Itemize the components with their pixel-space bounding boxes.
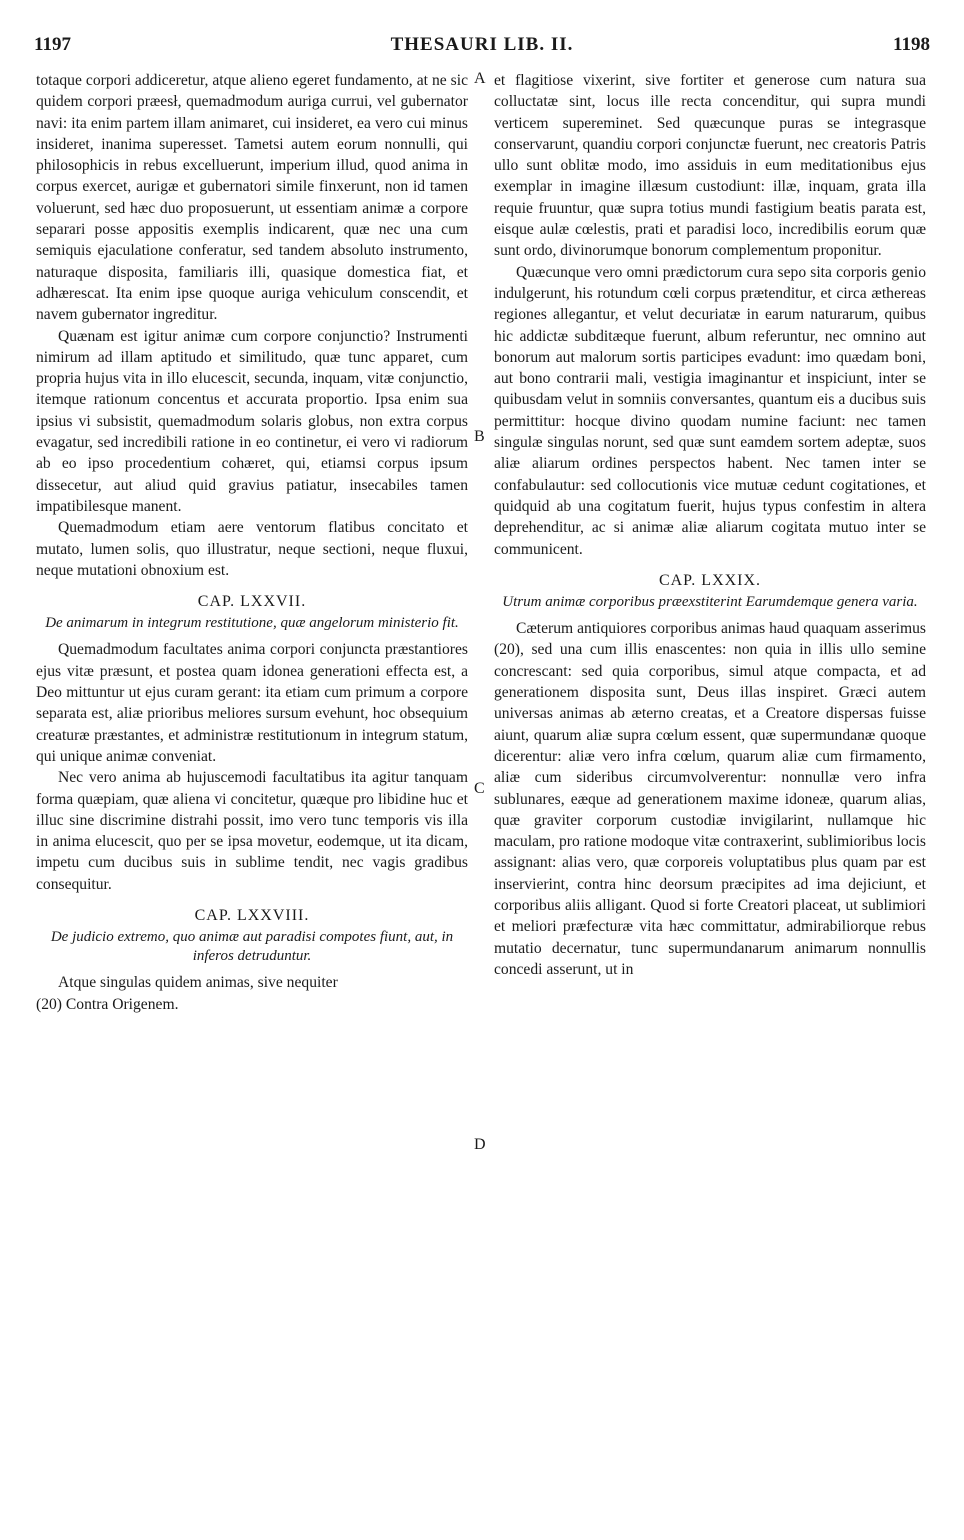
margin-marker-d: D: [474, 1136, 486, 1153]
chapter-title: De judicio extremo, quo animæ aut paradisi compotes fiunt, aut, in inferos detruduntur.: [50, 929, 454, 965]
chapter-title: Utrum animæ corporibus præexstiterint Earumdemque genera varia.: [502, 594, 918, 611]
running-title: THESAURI LIB. II.: [390, 34, 574, 55]
chapter-title: De animarum in integrum restitutione, quæ angelorum ministerio fit.: [45, 615, 459, 632]
chapter-heading: CAP. LXXVII.: [197, 593, 307, 611]
paragraph: Quænam est igitur animæ cum corpore conjunctio? Instrumenti nimirum ad illam aptitudo et similitudo, quæ tunc apparet, cum propria hujus vita in illo elucescit, secunda, inquam, vitæ conjunctio, itemque rationum concentus et accurata proportio. Ipsa enim sua ipsius vi subsistit, quemadmodum solaris globus, non extra corpus evagatur, sed incredibili ratione in eo continetur, ei vero vi radiorum ab eo ipso procedentium cohæret, qui, etiamsi corpus ipsum dissecetur, aut aliud quid gravius patiatur, insecabiles tamen impatibilesque manent.: [36, 327, 468, 515]
right-column: [494, 70, 926, 980]
footnote: (20) Contra Origenem.: [36, 995, 179, 1013]
page-number-right: 1198: [893, 34, 930, 55]
chapter-heading: CAP. LXXVIII.: [194, 906, 310, 924]
page-number-left: 1197: [34, 34, 71, 55]
chapter-heading: CAP. LXXIX.: [658, 571, 762, 589]
margin-marker-a: A: [474, 70, 486, 87]
paragraph: et flagitiose vixerint, sive fortiter et generose cum natura sua colluctatæ sint, locus ille recta concenditur, qui supra mundi verticem supereminet. Sed quæcunque puras se integrasque conservarunt, quandiu corpori conjunctæ fuerunt, nec creatoris Patris ullo sunt oblitæ modo, imo assiduis in eum meditationibus ejus exemplar in imagine illæsum custodiunt: illæ, inquam, grata illa requie fruuntur, quæ supra totius mundi fastigium beatis parata est, eisque aulæ cœlestis, prati et paradisi loco, incredibilis eorum quæ sunt ordo, divinorumque bonorum complementum proponitur.: [494, 72, 926, 260]
margin-marker-b: B: [474, 428, 485, 445]
paragraph: Quemadmodum facultates anima corpori conjuncta præstantiores ejus vitæ præsunt, et postea quam idonea generationi effecta est, a Deo mittuntur ut ejus curam gerant: ita etiam cum primum a corpore separata est, aliæ prioribus meliores sursum evehunt, hoc obsequium creaturæ præstantes, et administræ restitutionum in integrum statum, qui unique animæ conveniat.: [36, 641, 468, 765]
paragraph: Quemadmodum etiam aere ventorum flatibus concitato et mutato, lumen solis, quo illustratur, neque sectioni, neque fluxui, neque mutationi obnoxium est.: [36, 519, 468, 579]
left-column: [36, 70, 468, 1015]
running-header: [34, 34, 930, 60]
margin-marker-c: C: [474, 780, 485, 797]
paragraph: totaque corpori addiceretur, atque alieno egeret fundamento, at ne sic quidem corpori præesł, quemadmodum auriga currui, vel gubernator navi: ita enim partem illam animaret, cui insideret, ea vero cui minus insideret, inanima superesset. Tametsi autem eorum nonnulli, qui philosophicis in rebus excelluerunt, imperium illud, quod anima in corpus exercet, aurigæ et gubernatori simile finxerunt, non id tamen voluerunt, sed hæc duo proposuerunt, ut essentiam animæ a corpore separari posse appositis exemplis indicarent, quæ nec una cum semiquis ejaculatione conferatur, sed tandem absoluto instrumento, naturaque disposita, familiaris illi, quasique domestica fiat, et adhærescat. Ita enim ipse quoque auriga vehiculum conscendit, et navem gubernator ingreditur.: [36, 72, 468, 324]
paragraph: Cæterum antiquiores corporibus animas haud quaquam asserimus (20), sed una cum illis enascentes: non quia in illis ullo semine concrescant: sed quia corporibus, simul atque compacta, et ad generationem disposita sunt, Deus illas inspiret. Græci autem universas animas ab æterno creatas, et a Creatore dispersas fuisse aiunt, quarum aliæ supra cœlum essent, quæ supermundanæ quoque dicerentur: aliæ vero infra cœlum, quarum aliæ cum firmamento, aliæ cum sideribus circumvolverentur: nonnullæ vero infra sublunares, eæque ad generationem maxime idoneæ, quarum alias, quæ graviter corporum custodiæ invigilarint, nullamque hic maculam, pro ratione modoque vitæ contraxerint, sublimioribus locis assignant: alias vero, quæ corporeis voluptatibus plus quam par est inservierint, contra hinc deorsum præcipites ad ima dejiciunt, et corporibus aliis alligant. Quod si forte Creatori placeat, ut sublimiori et meliori præfecturæ vita hæc committatur, admirabiliorque rebus mutatio decernatur, tunc supermundanarum animarum nonnullis concedi asserunt, ut in: [494, 620, 926, 978]
paragraph: Nec vero anima ab hujuscemodi facultatibus ita agitur tanquam forma quæpiam, quæ aliena vi concitetur, quæque pro libidine huc et illuc sine discrimine distrahi possit, imo vero tunc temporis vis illa in anima elucescit, quo per se ipsa movetur, eodemque, ut ita dicam, impetu cum ducibus suis in sublime tendit, nec vagis gradibus consequitur.: [36, 769, 468, 893]
paragraph: Atque singulas quidem animas, sive nequiter: [58, 974, 338, 992]
paragraph: Quæcunque vero omni prædictorum cura sepo sita corporis genio indulgerunt, his rotundum cœli corpus prætenditur, et circa æthereas regiones allegantur, et velut decuriatæ in earum naturarum, quibus hic addictæ subditæque fuerunt, album referuntur, nec omnino aut bonorum aut malorum sortis participes evadunt: imo quædam boni, aut bono contrarii mali, vestigia imaginantur et inspiciunt, inter se quibusdam velut in somniis conversantes, quantum eis a ducibus suis permittitur: hocque divino quodam numine faciunt: nec tamen singulæ singulas norunt, sed quæ sunt eamdem sortem adeptæ, suos aliæ aliarum ordines perspectos habent. Nec tamen inter se confabulautur: sed collocutionis vice mutuæ cedunt cogitationes, et quidquid ab una cogitatum fuerit, hujus typus confestim in altera deprehenditur, ac si animæ aliæ aliarum cogitata mutuo inter se communicent.: [494, 263, 926, 558]
